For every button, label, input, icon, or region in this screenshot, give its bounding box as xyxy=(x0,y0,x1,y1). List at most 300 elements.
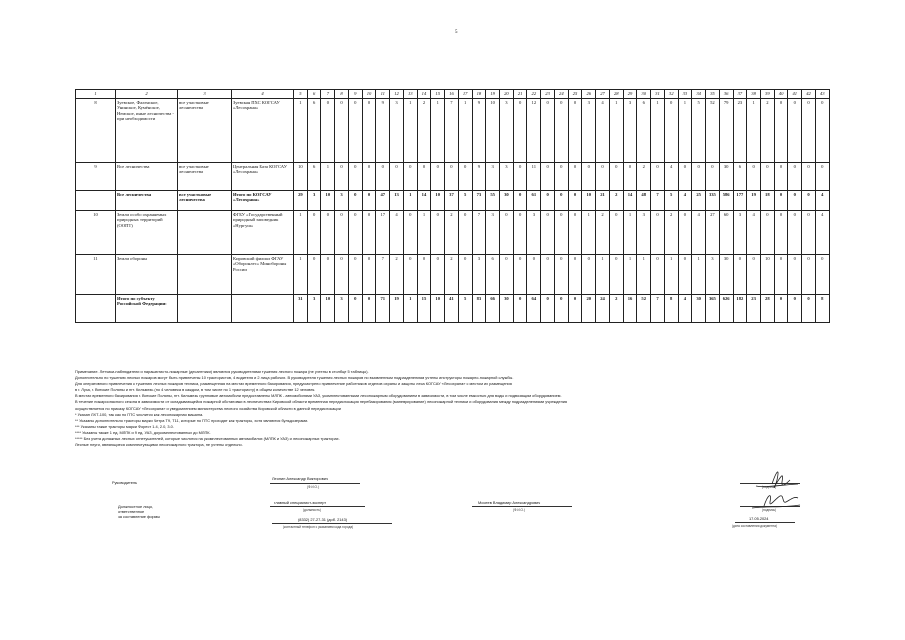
row-number: 10 xyxy=(76,211,116,255)
table-cell: 3 xyxy=(500,99,514,163)
head-name: Леонин Александр Викторович xyxy=(272,476,328,481)
table-cell: 6 xyxy=(307,99,321,163)
phone: (8332) 27-27-31 (доб. 2143) xyxy=(298,517,348,522)
table-row xyxy=(76,163,830,191)
table-cell: 0 xyxy=(774,295,788,323)
table-cell: 73 xyxy=(472,191,486,211)
table-cell: 0 xyxy=(390,163,404,191)
note-line: ** Указаны дополнительно тракторы марки Четра Т9, Т11, которые по ПТС проходят как тракторы, хотя являются бульдозерами. xyxy=(75,417,309,423)
table-cell: 0 xyxy=(362,191,376,211)
table-cell: 0 xyxy=(431,211,445,255)
position-caption: (должность) xyxy=(303,508,321,512)
table-cell: 1 xyxy=(692,255,706,295)
column-header-39: 39 xyxy=(760,90,774,99)
table-cell: 1 xyxy=(623,255,637,295)
table-cell: 0 xyxy=(664,99,678,163)
table-cell: 0 xyxy=(445,163,459,191)
row-region: Зуевское, Фаленское, Унинское, Кумёнское, Немское, иные лесничества - при необходимости xyxy=(116,99,178,163)
table-cell: 48 xyxy=(637,191,651,211)
note-line: Примечание. Летчики-наблюдатели и парашютисто-пожарные (десантники) являются руководителями тушения лесного пожара (не учтены в столбце 5 таблицы). xyxy=(75,369,369,374)
table-cell: 64 xyxy=(527,295,541,323)
column-header-23: 23 xyxy=(541,90,555,99)
table-cell: 0 xyxy=(348,163,362,191)
row-region: Земли обороны xyxy=(116,255,178,295)
table-cell: 37 xyxy=(445,191,459,211)
table-cell: 0 xyxy=(348,99,362,163)
table-cell: 0 xyxy=(623,163,637,191)
table-cell: 10 xyxy=(486,99,500,163)
table-cell: 4 xyxy=(815,191,829,211)
table-cell: 0 xyxy=(458,255,472,295)
column-header-14: 14 xyxy=(417,90,431,99)
note-line: **** Указаны также 1 ед. МЛПК и 9 ед. УАЗ, доукомплектованных до МЛПК. xyxy=(75,429,211,435)
column-header-1: 1 xyxy=(76,90,116,99)
table-cell: 3 xyxy=(637,211,651,255)
table-cell: 14 xyxy=(623,191,637,211)
table-cell: 0 xyxy=(554,163,568,191)
column-header-6: 6 xyxy=(307,90,321,99)
column-header-38: 38 xyxy=(747,90,761,99)
table-cell: 0 xyxy=(500,211,514,255)
row-number xyxy=(76,295,116,323)
table-cell: 31 xyxy=(294,295,308,323)
column-header-31: 31 xyxy=(651,90,665,99)
phone-line xyxy=(272,523,392,524)
table-cell: 0 xyxy=(348,295,362,323)
row-region: Все лесничества xyxy=(116,163,178,191)
table-cell: 1 xyxy=(582,211,596,255)
table-cell: 2 xyxy=(445,255,459,295)
table-cell: 0 xyxy=(307,255,321,295)
table-cell: 0 xyxy=(692,163,706,191)
table-cell: 0 xyxy=(802,255,816,295)
table-cell: 7 xyxy=(376,255,390,295)
table-cell: 0 xyxy=(788,191,802,211)
table-cell: 3 xyxy=(706,255,720,295)
table-cell: 14 xyxy=(417,191,431,211)
table-cell: 1 xyxy=(651,99,665,163)
table-cell: 23 xyxy=(747,295,761,323)
table-cell: 0 xyxy=(541,295,555,323)
column-header-32: 32 xyxy=(664,90,678,99)
table-cell: 30 xyxy=(500,191,514,211)
table-cell: 0 xyxy=(788,99,802,163)
table-cell: 30 xyxy=(500,295,514,323)
table-cell: 61 xyxy=(527,191,541,211)
column-header-25: 25 xyxy=(568,90,582,99)
table-cell: 1 xyxy=(321,163,335,191)
table-cell: 0 xyxy=(417,163,431,191)
table-cell: 0 xyxy=(815,163,829,191)
column-header-9: 9 xyxy=(348,90,362,99)
table-cell: 12 xyxy=(527,99,541,163)
table-cell: 7 xyxy=(472,211,486,255)
column-header-26: 26 xyxy=(582,90,596,99)
table-cell: 17 xyxy=(376,211,390,255)
table-cell: 0 xyxy=(609,163,623,191)
table-cell: 0 xyxy=(568,255,582,295)
column-header-24: 24 xyxy=(554,90,568,99)
table-cell: 83 xyxy=(472,295,486,323)
row-number xyxy=(76,191,116,211)
column-header-11: 11 xyxy=(376,90,390,99)
fio-caption: (Ф.И.О.) xyxy=(307,485,319,489)
table-cell: 0 xyxy=(706,163,720,191)
date-line xyxy=(735,522,795,523)
page-number: 5 xyxy=(455,30,458,35)
table-cell: 0 xyxy=(554,255,568,295)
table-cell: 0 xyxy=(760,211,774,255)
table-cell: 11 xyxy=(527,163,541,191)
table-cell: 4 xyxy=(678,295,692,323)
table-cell: 3 xyxy=(582,99,596,163)
table-cell: 2 xyxy=(637,163,651,191)
table-cell: 0 xyxy=(760,163,774,191)
table-cell: 10 xyxy=(321,295,335,323)
table-cell: 0 xyxy=(335,99,349,163)
table-cell: 19 xyxy=(390,295,404,323)
table-cell: 0 xyxy=(348,255,362,295)
table-cell: 0 xyxy=(568,163,582,191)
table-cell: 2 xyxy=(596,211,610,255)
resp-label-2: ответственное xyxy=(118,509,145,514)
table-cell: 1 xyxy=(458,99,472,163)
table-cell: 3 xyxy=(307,191,321,211)
table-cell: 2 xyxy=(609,295,623,323)
table-cell: 52 xyxy=(637,295,651,323)
column-header-35: 35 xyxy=(706,90,720,99)
resp-position: главный специалист-эксперт xyxy=(274,500,327,505)
resources-table xyxy=(75,89,830,323)
table-cell: 79 xyxy=(719,99,733,163)
note-line: ***** Без учета донажных лесных огнетушителей, которые числятся на укомплектованных автомобилях (МЛПК и УАЗ) и лесопожарных тракторах. xyxy=(75,436,340,442)
document-date: 17.05.2024 xyxy=(749,516,769,521)
table-cell: 0 xyxy=(802,295,816,323)
table-cell: 0 xyxy=(321,99,335,163)
table-cell: 0 xyxy=(554,211,568,255)
table-cell: 0 xyxy=(554,191,568,211)
table-cell: 1 xyxy=(294,211,308,255)
table-cell: 6 xyxy=(486,255,500,295)
table-cell: 5 xyxy=(458,191,472,211)
table-cell: 1 xyxy=(294,99,308,163)
table-cell: 0 xyxy=(362,255,376,295)
table-cell: 10 xyxy=(760,255,774,295)
table-cell: 3 xyxy=(623,99,637,163)
table-cell: 4 xyxy=(815,211,829,255)
table-cell: 0 xyxy=(431,255,445,295)
table-cell: 8 xyxy=(664,295,678,323)
note-line: в г. Луза, г. Вятские Поляны и пгт. Кильмезь (по 4 человека в каждом, в том числе по 1 трактористу) в общем количестве 12 человек. xyxy=(75,387,316,393)
column-header-27: 27 xyxy=(596,90,610,99)
resp-label-3: за составление формы xyxy=(118,514,161,519)
table-cell: 24 xyxy=(596,295,610,323)
table-cell: 66 xyxy=(486,295,500,323)
table-cell: 3 xyxy=(335,191,349,211)
table-cell: 0 xyxy=(541,163,555,191)
table-cell: 0 xyxy=(651,163,665,191)
resp-name: Мосеев Владимир Александрович xyxy=(478,500,541,505)
column-header-22: 22 xyxy=(527,90,541,99)
table-row xyxy=(76,99,830,163)
table-cell: 4 xyxy=(390,211,404,255)
table-cell: 0 xyxy=(802,191,816,211)
table-cell: 0 xyxy=(335,211,349,255)
table-cell: 0 xyxy=(554,99,568,163)
table-cell: 0 xyxy=(541,191,555,211)
table-cell: 0 xyxy=(568,99,582,163)
table-cell: 0 xyxy=(609,211,623,255)
table-cell: 1 xyxy=(596,255,610,295)
table-cell: 30 xyxy=(719,163,733,191)
table-cell: 0 xyxy=(568,191,582,211)
column-header-20: 20 xyxy=(500,90,514,99)
position-line xyxy=(270,506,365,507)
table-cell: 1 xyxy=(403,191,417,211)
table-cell: 0 xyxy=(541,99,555,163)
resp-name-line xyxy=(472,506,572,507)
table-cell: 30 xyxy=(719,255,733,295)
table-cell: 23 xyxy=(733,99,747,163)
table-cell: 6 xyxy=(307,163,321,191)
table-cell: 9 xyxy=(376,99,390,163)
table-cell: 25 xyxy=(692,191,706,211)
column-header-17: 17 xyxy=(458,90,472,99)
table-cell: 365 xyxy=(706,295,720,323)
table-cell: 5 xyxy=(692,99,706,163)
table-cell: 0 xyxy=(815,99,829,163)
table-cell: 0 xyxy=(651,255,665,295)
table-cell: 0 xyxy=(513,255,527,295)
table-cell: 10 xyxy=(294,163,308,191)
table-cell: 0 xyxy=(348,211,362,255)
column-header-16: 16 xyxy=(445,90,459,99)
table-cell: 0 xyxy=(307,211,321,255)
table-cell: 10 xyxy=(582,191,596,211)
column-header-4: 4 xyxy=(232,90,294,99)
table-cell: 335 xyxy=(706,191,720,211)
note-line: * Указан ЛХТ-100, так как по ПТС числится как лесопожарная машина. xyxy=(75,411,204,417)
head-name-line xyxy=(270,483,360,484)
column-header-43: 43 xyxy=(815,90,829,99)
column-header-34: 34 xyxy=(692,90,706,99)
table-cell: 0 xyxy=(678,211,692,255)
table-cell: 0 xyxy=(403,255,417,295)
table-cell: 5 xyxy=(664,191,678,211)
table-cell: 10 xyxy=(321,191,335,211)
table-cell: 7 xyxy=(651,191,665,211)
row-forestry: все участковые лесничества xyxy=(178,163,232,191)
table-cell: 0 xyxy=(747,163,761,191)
table-cell: 0 xyxy=(362,211,376,255)
table-cell: 0 xyxy=(513,191,527,211)
table-cell: 47 xyxy=(376,191,390,211)
table-cell: 0 xyxy=(733,255,747,295)
table-row xyxy=(76,191,830,211)
table-cell: 177 xyxy=(733,191,747,211)
column-header-29: 29 xyxy=(623,90,637,99)
row-region: Все лесничества xyxy=(116,191,178,211)
row-forestry: все участковые лесничества xyxy=(178,191,232,211)
note-line: В течение пожароопасного сезона в зависимости от складывающейся пожарной обстановки в лесничествах Кировской области временная передислокация перебазирования (маневрирование) лесопожарной техники и оборудования между подразделениями учреждения xyxy=(75,399,568,405)
table-cell: 1 xyxy=(294,255,308,295)
table-cell: 0 xyxy=(678,163,692,191)
row-forestry: все участковые лесничества xyxy=(178,99,232,163)
column-header-19: 19 xyxy=(486,90,500,99)
table-cell: 3 xyxy=(527,211,541,255)
table-cell: 4 xyxy=(664,163,678,191)
table-cell: 182 xyxy=(733,295,747,323)
signature-caption-1: (подпись) xyxy=(762,485,777,489)
column-header-10: 10 xyxy=(362,90,376,99)
table-cell: 10 xyxy=(431,191,445,211)
table-cell: 0 xyxy=(541,211,555,255)
table-cell: 4 xyxy=(747,211,761,255)
table-cell: 6 xyxy=(637,99,651,163)
note-line: Лесные плуги, являющиеся комплектующими лесопожарного трактора, не учтены отдельно. xyxy=(75,442,243,448)
table-cell: 20 xyxy=(582,295,596,323)
table-cell: 3 xyxy=(335,295,349,323)
table-cell: 0 xyxy=(568,211,582,255)
table-cell: 27 xyxy=(706,211,720,255)
table-cell: 1 xyxy=(637,255,651,295)
table-cell: 0 xyxy=(417,255,431,295)
table-cell: 0 xyxy=(513,163,527,191)
row-forestry xyxy=(178,211,232,255)
row-organization: ФГБУ «Государственный природный заповедник «Нургуш» xyxy=(232,211,294,255)
row-organization: Итого по КОГСАУ «Лесохрана» xyxy=(232,191,294,211)
table-cell: 8 xyxy=(815,295,829,323)
row-number: 9 xyxy=(76,163,116,191)
table-cell: 0 xyxy=(774,191,788,211)
table-cell: 16 xyxy=(623,295,637,323)
table-cell: 0 xyxy=(403,211,417,255)
table-cell: 9 xyxy=(472,99,486,163)
table-cell: 0 xyxy=(554,295,568,323)
column-header-33: 33 xyxy=(678,90,692,99)
table-cell: 2 xyxy=(664,211,678,255)
table-cell: 0 xyxy=(500,255,514,295)
table-cell: 626 xyxy=(719,295,733,323)
table-cell: 0 xyxy=(651,211,665,255)
note-line: Для оперативного привлечения к тушению лесных пожаров техника, размещенная на местах временного базирования, предусмотрено привлечение работников отделов охраны и защиты леса КОГСАУ «Лесохрана» с местом их размещения xyxy=(75,381,512,387)
column-header-21: 21 xyxy=(513,90,527,99)
table-cell: 0 xyxy=(431,163,445,191)
column-header-40: 40 xyxy=(774,90,788,99)
table-cell: 15 xyxy=(417,295,431,323)
table-cell: 0 xyxy=(582,163,596,191)
table-cell: 0 xyxy=(788,255,802,295)
table-cell: 3 xyxy=(486,211,500,255)
column-header-2: 2 xyxy=(116,90,178,99)
table-cell: 3 xyxy=(390,99,404,163)
table-row xyxy=(76,295,830,323)
table-cell: 3 xyxy=(500,163,514,191)
table-cell: 0 xyxy=(541,255,555,295)
table-cell: 52 xyxy=(706,99,720,163)
table-cell: 1 xyxy=(678,99,692,163)
table-cell: 21 xyxy=(596,191,610,211)
table-cell: 7 xyxy=(445,99,459,163)
table-cell: 0 xyxy=(774,211,788,255)
table-cell: 2 xyxy=(760,99,774,163)
table-cell: 30 xyxy=(692,295,706,323)
column-header-37: 37 xyxy=(733,90,747,99)
fio-caption-2: (Ф.И.О.) xyxy=(513,508,525,512)
table-cell: 0 xyxy=(774,99,788,163)
table-cell: 586 xyxy=(719,191,733,211)
table-cell: 0 xyxy=(335,255,349,295)
table-cell: 0 xyxy=(774,163,788,191)
table-cell: 0 xyxy=(458,211,472,255)
table-cell: 1 xyxy=(609,99,623,163)
table-cell: 0 xyxy=(596,163,610,191)
note-line: Дополнительно по тушению лесных пожаров могут быть привлечены 10 трактористов, 4 водителя и 2 лица рабочих. В руководителя тушения лесных пожаров по выявленным подразделениям учтены инструкторы пожарно-пожарной службы. xyxy=(75,375,514,381)
notes-block xyxy=(75,369,835,448)
table-cell: 29 xyxy=(294,191,308,211)
table-cell: 5 xyxy=(458,295,472,323)
table-cell: 4 xyxy=(692,211,706,255)
table-cell: 1 xyxy=(431,99,445,163)
row-forestry xyxy=(178,255,232,295)
column-header-3: 3 xyxy=(178,90,232,99)
table-header-row xyxy=(76,90,830,99)
table-cell: 1 xyxy=(664,255,678,295)
table-cell: 0 xyxy=(513,211,527,255)
row-organization: Зуевская ПХС КОГСАУ «Лесохрана» xyxy=(232,99,294,163)
table-cell: 0 xyxy=(458,163,472,191)
handwritten-signature-icon xyxy=(742,462,804,514)
table-cell: 13 xyxy=(390,191,404,211)
column-header-12: 12 xyxy=(390,90,404,99)
table-cell: 10 xyxy=(431,295,445,323)
table-cell: 0 xyxy=(815,255,829,295)
table-cell: 1 xyxy=(623,211,637,255)
column-header-8: 8 xyxy=(335,90,349,99)
column-header-42: 42 xyxy=(802,90,816,99)
table-cell: 3 xyxy=(307,295,321,323)
table-cell: 3 xyxy=(486,163,500,191)
table-cell: 9 xyxy=(472,163,486,191)
table-cell: 1 xyxy=(403,99,417,163)
table-cell: 0 xyxy=(802,211,816,255)
row-organization: Кировский филиал ФГАУ «Оборонлес» Минобороны России xyxy=(232,255,294,295)
table-cell: 55 xyxy=(486,191,500,211)
column-header-13: 13 xyxy=(403,90,417,99)
table-cell: 0 xyxy=(774,255,788,295)
table-cell: 0 xyxy=(802,99,816,163)
row-forestry xyxy=(178,295,232,323)
table-row xyxy=(76,211,830,255)
table-cell: 60 xyxy=(719,211,733,255)
table-cell: 0 xyxy=(403,163,417,191)
table-cell: 2 xyxy=(609,191,623,211)
phone-caption: (контактный телефон с указанием кода города) xyxy=(283,525,354,529)
column-header-36: 36 xyxy=(719,90,733,99)
table-cell: 6 xyxy=(733,163,747,191)
table-cell: 1 xyxy=(403,295,417,323)
head-label: Руководитель xyxy=(112,480,138,485)
table-cell: 1 xyxy=(417,211,431,255)
table-cell: 0 xyxy=(788,211,802,255)
row-organization: Центральная База КОГСАУ «Лесохрана» xyxy=(232,163,294,191)
row-number: 11 xyxy=(76,255,116,295)
table-cell: 3 xyxy=(472,255,486,295)
table-cell: 0 xyxy=(513,295,527,323)
table-cell: 28 xyxy=(760,295,774,323)
table-cell: 7 xyxy=(651,295,665,323)
table-row xyxy=(76,255,830,295)
